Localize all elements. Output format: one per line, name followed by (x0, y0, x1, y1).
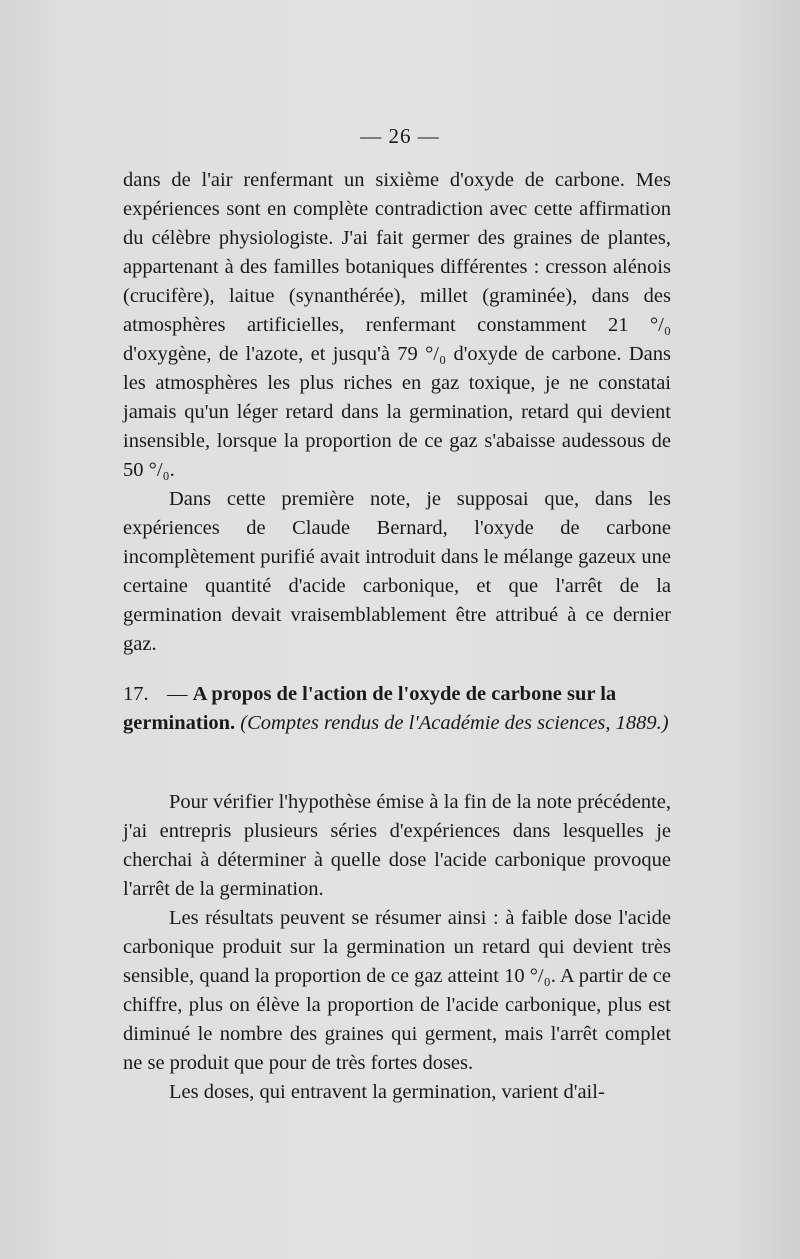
section-dash: — (167, 683, 188, 705)
heading-first-line (123, 680, 671, 738)
section-title: A propos de l'action de l'oxyde de carbone sur la germination. (123, 683, 617, 734)
section-number: 17. (123, 683, 149, 705)
paragraph: Dans cette première note, je supposai que, dans les expériences de Claude Bernard, l'oxyde de carbone incomplètement purifié avait introduit dans le mélange gazeux une certaine quantité d'acide carbonique, et que l'arrêt de la germination devait vraisemblablement être attribué à ce dernier gaz. (123, 488, 671, 655)
page-number: — 26 — (360, 124, 440, 148)
section-heading (123, 680, 671, 738)
section-reference: (Comptes rendus de l'Académie des sciences, 1889.) (240, 712, 669, 734)
paragraph: Les doses, qui entravent la germination, varient d'ail- (169, 1081, 605, 1103)
paragraph-group-top (123, 166, 671, 659)
paragraph: Pour vérifier l'hypothèse émise à la fin de la note précédente, j'ai entrepris plusieurs séries d'expériences dans lesquelles je cherchai à déterminer à quelle dose l'acide carbonique provoque l'arrêt de la germination. (123, 791, 671, 900)
paragraph: Les résultats peuvent se résumer ainsi : à faible dose l'acide carbonique produit sur la germination un retard qui devient très sensible, quand la proportion de ce gaz atteint 10 °/₀. A partir de ce chiffre, plus on élève la proportion de l'acide carbonique, plus est diminué le nombre des graines qui germent, mais l'arrêt complet ne se produit que pour de très fortes doses. (123, 907, 671, 1074)
paragraph-group-bottom (123, 788, 671, 1107)
paragraph: dans de l'air renfermant un sixième d'oxyde de carbone. Mes expériences sont en complète contradiction avec cette affirmation du célèbre physiologiste. J'ai fait germer des graines de plantes, appartenant à des familles botaniques différentes : cresson alénois (crucifère), laitue (synanthérée), millet (graminée), dans des atmosphères artificielles, renfermant constamment 21 °/₀ d'oxygène, de l'azote, et jusqu'à 79 °/₀ d'oxyde de carbone. Dans les atmosphères les plus riches en gaz toxique, je ne constatai jamais qu'un léger retard dans la germination, retard qui devient insensible, lorsque la proportion de ce gaz s'abaisse audessous de 50 °/₀. (123, 169, 671, 481)
